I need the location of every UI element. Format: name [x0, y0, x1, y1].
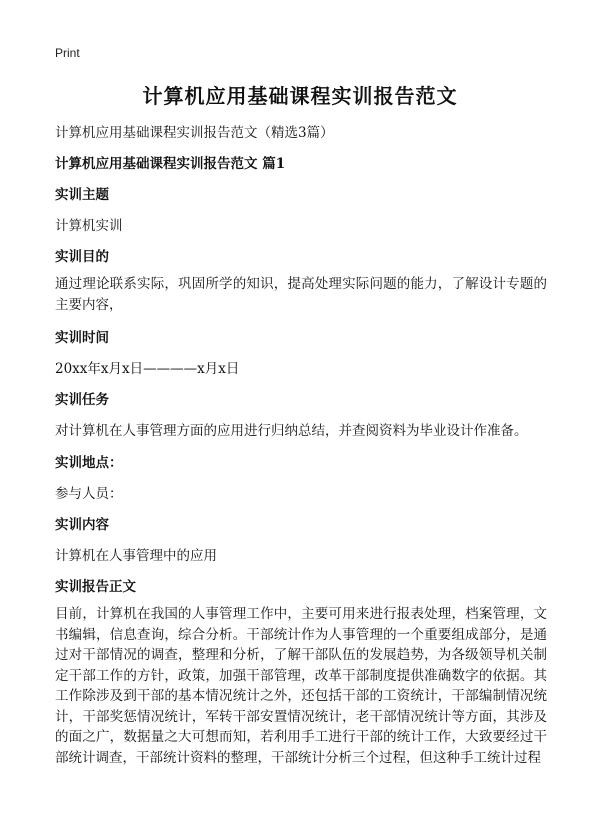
print-link[interactable]: Print: [55, 46, 80, 60]
task-heading: 实训任务: [55, 392, 109, 408]
content-heading: 实训内容: [55, 517, 109, 533]
content-value: 计算机在人事管理中的应用: [55, 548, 217, 564]
report-body: 目前，计算机在我国的人事管理工作中，主要可用来进行报表处理，档案管理，文书编辑，信息查询，综合分析。干部统计作为人事管理的一个重要组成部分，是通过对干部情况的调查，整理和分析，了解干部队伍的发展趋势，为各级领导机关制定干部工作的方针，政策，加强干部管理，改革干部制度提供准确数字的依据。其工作除涉及到干部的基本情况统计之外，还包括干部的工资统计，干部编制情况统计，干部奖惩情况统计，军转干部安置情况统计，老干部情况统计等方面，其涉及的面之广，数据量之大可想而知，若利用手工进行干部的统计工作，大致要经过干部统计调查，干部统计资料的整理，干部统计分析三个过程，但这种手工统计过程: [55, 606, 547, 766]
time-value: 20xx年x月x日————x月x日: [55, 361, 240, 377]
purpose-value: 通过理论联系实际，巩固所学的知识，提高处理实际问题的能力，了解设计专题的主要内容，: [55, 276, 547, 313]
report-heading: 实训报告正文: [55, 579, 136, 595]
time-heading: 实训时间: [55, 330, 109, 346]
purpose-heading: 实训目的: [55, 249, 109, 265]
theme-value: 计算机实训: [55, 218, 123, 234]
page-title: 计算机应用基础课程实训报告范文: [142, 84, 458, 108]
task-value: 对计算机在人事管理方面的应用进行归纳总结，并查阅资料为毕业设计作准备。: [55, 423, 528, 439]
theme-heading: 实训主题: [55, 187, 109, 203]
participants-label: 参与人员：: [55, 486, 123, 502]
location-heading: 实训地点：: [55, 455, 123, 471]
document-subtitle: 计算机应用基础课程实训报告范文（精选3篇）: [55, 125, 334, 141]
section-heading: 计算机应用基础课程实训报告范文 篇1: [55, 156, 286, 172]
